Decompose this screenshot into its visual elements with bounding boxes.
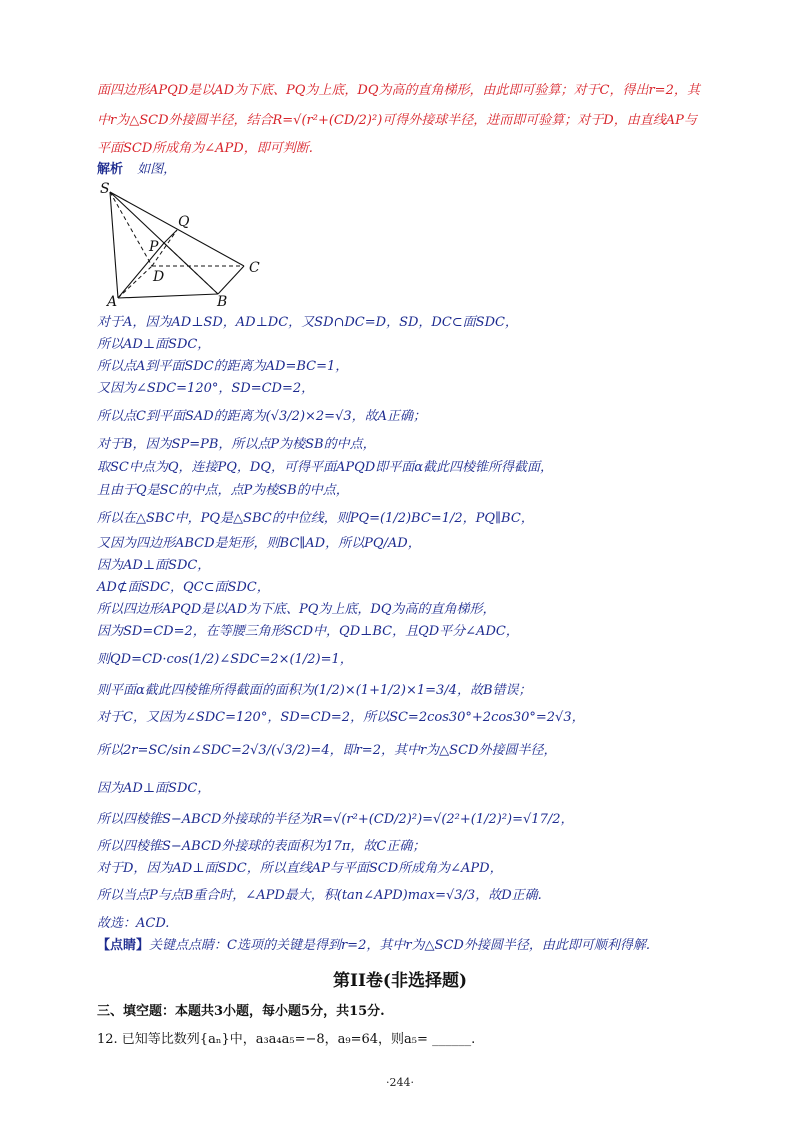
solution-line: 所以四边形APQD是以AD为下底、PQ为上底，DQ为高的直角梯形， xyxy=(97,602,496,617)
solution-line: 对于B，因为SP=PB，所以点P为棱SB的中点， xyxy=(97,437,376,452)
vertex-label: S xyxy=(100,182,110,197)
pyramid-diagram xyxy=(100,182,280,312)
tip-line xyxy=(97,937,650,955)
edge-SA xyxy=(110,192,118,298)
solution-line: 因为AD⊥面SDC， xyxy=(97,781,211,796)
intro-line: 面四边形APQD是以AD为下底、PQ为上底，DQ为高的直角梯形，由此即可验算；对于C，得出r=2，其 xyxy=(97,83,700,98)
fill-header: 三、填空题：本题共3小题，每小题5分，共15分. xyxy=(97,1004,385,1019)
solution-line: 所以2r=SC/sin∠SDC=2√3/(√3/2)=4，即r=2，其中r为△SCD外接圆半径， xyxy=(97,743,557,758)
solution-line: 所以四棱锥S−ABCD外接球的表面积为17π，故C正确； xyxy=(97,839,426,854)
solution-line: 且由于Q是SC的中点，点P为棱SB的中点， xyxy=(97,483,349,498)
answer-blank[interactable]: ______. xyxy=(432,1032,476,1047)
solution-line: AD⊄面SDC，QC⊂面SDC， xyxy=(97,580,270,595)
solution-line: 因为AD⊥面SDC， xyxy=(97,558,211,573)
analysis-heading xyxy=(97,161,176,179)
intro-line: 中r为△SCD外接圆半径，结合R=√(r²+(CD/2)²)可得外接球半径，进而即可验算；对于D，由直线AP与 xyxy=(97,113,697,128)
solution-line: 所以四棱锥S−ABCD外接球的半径为R=√(r²+(CD/2)²)=√(2²+(1/2)²)=√17/2， xyxy=(97,812,574,827)
analysis-label: 解析 xyxy=(97,162,124,177)
solution-line: 又因为∠SDC=120°，SD=CD=2， xyxy=(97,381,315,396)
intro-line: 平面SCD所成角为∠APD，即可判断. xyxy=(97,141,313,156)
solution-line: 所以点A到平面SDC的距离为AD=BC=1， xyxy=(97,359,349,374)
edge-BC xyxy=(218,266,244,294)
solution-line: 所以AD⊥面SDC， xyxy=(97,337,211,352)
vertex-label: Q xyxy=(178,214,190,230)
solution-line: 故选：ACD. xyxy=(97,916,170,931)
edge-AD xyxy=(118,266,152,298)
edge-AB xyxy=(118,294,218,298)
vertex-label: P xyxy=(149,239,159,255)
solution-line: 对于C，又因为∠SDC=120°，SD=CD=2，所以SC=2cos30°+2cos30°=2√3， xyxy=(97,710,585,725)
page-number: ·244· xyxy=(386,1076,414,1089)
vertex-label: C xyxy=(249,260,260,276)
solution-line: 所以在△SBC中，PQ是△SBC的中位线，则PQ=(1/2)BC=1/2，PQ∥BC， xyxy=(97,511,534,526)
question-12 xyxy=(97,1031,475,1049)
vertex-label: D xyxy=(153,269,165,285)
analysis-text: 如图， xyxy=(137,162,177,177)
solution-line: 对于D，因为AD⊥面SDC，所以直线AP与平面SCD所成角为∠APD， xyxy=(97,861,503,876)
tip-text: 关键点点睛：C选项的关键是得到r=2，其中r为△SCD外接圆半径，由此即可顺利得解. xyxy=(149,938,650,953)
vertex-label: B xyxy=(217,294,228,310)
edge-PQ xyxy=(164,230,177,243)
section-title: 第II卷(非选择题) xyxy=(333,971,467,991)
question-12-text: 12. 已知等比数列{aₙ}中，a₃a₄a₅=−8，a₉=64，则a₅= xyxy=(97,1032,428,1047)
solution-line: 所以当点P与点B重合时，∠APD最大，积(tan∠APD)max=√3/3，故D正确. xyxy=(97,888,542,903)
solution-line: 对于A，因为AD⊥SD，AD⊥DC，又SD∩DC=D，SD，DC⊂面SDC， xyxy=(97,315,518,330)
solution-line: 又因为四边形ABCD是矩形，则BC∥AD，所以PQ/AD， xyxy=(97,536,421,551)
solution-line: 所以点C到平面SAD的距离为(√3/2)×2=√3，故A正确； xyxy=(97,409,427,424)
tip-label: 【点睛】 xyxy=(97,938,150,953)
solution-line: 取SC中点为Q，连接PQ，DQ，可得平面APQD即平面α截此四棱锥所得截面， xyxy=(97,460,553,475)
solution-line: 因为SD=CD=2，在等腰三角形SCD中，QD⊥BC，且QD平分∠ADC， xyxy=(97,624,519,639)
solution-line: 则QD=CD·cos(1/2)∠SDC=2×(1/2)=1， xyxy=(97,652,353,667)
vertex-label: A xyxy=(107,294,118,310)
pyramid-figure xyxy=(100,182,280,316)
solution-line: 则平面α截此四棱锥所得截面的面积为(1/2)×(1+1/2)×1=3/4，故B错误； xyxy=(97,683,532,698)
